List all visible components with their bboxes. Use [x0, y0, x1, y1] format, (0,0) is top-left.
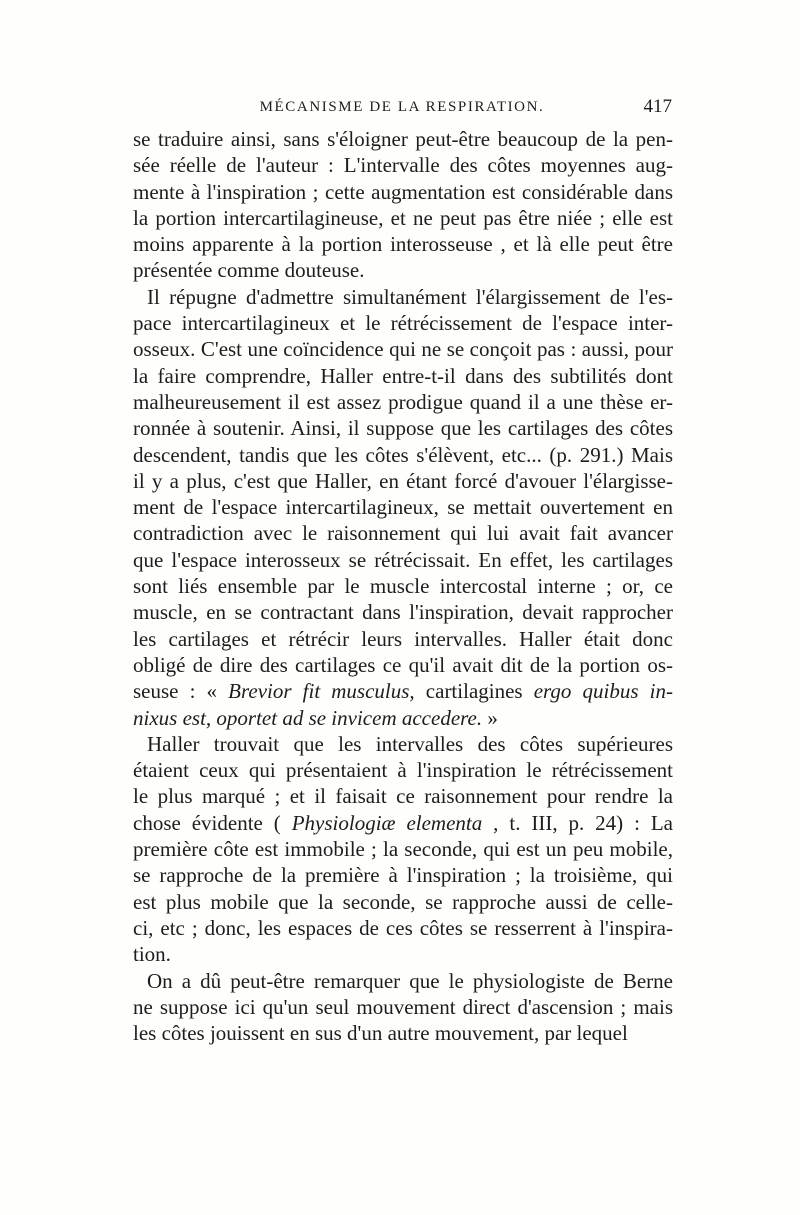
text-line: [133, 915, 673, 941]
text-run: se traduire ainsi, sans s'éloigner peut-être beaucoup de la pen-: [133, 127, 673, 151]
italic-text-run: ergo quibus in-: [533, 679, 673, 704]
text-run: se rapproche de la première à l'inspiration ; la troisième, qui: [133, 863, 673, 888]
text-line: [133, 757, 673, 783]
text-line: [133, 179, 673, 205]
text-run: obligé de dire des cartilages ce qu'il avait dit de la portion os-: [133, 652, 673, 677]
text-run: que l'espace interosseux se rétrécissait. En effet, les cartilages: [133, 547, 673, 572]
text-run: descendent, tandis que les côtes s'élèvent, etc... (p. 291.) Mais: [133, 442, 673, 467]
page-number: 417: [643, 96, 672, 117]
text-run: »: [482, 705, 498, 730]
text-line: [133, 152, 673, 178]
text-line: [133, 968, 673, 994]
text-run: présentée comme douteuse.: [133, 258, 365, 283]
running-title: MÉCANISME DE LA RESPIRATION.: [259, 99, 545, 115]
text-line: [133, 783, 673, 809]
text-line: [133, 468, 673, 494]
text-line: [133, 284, 673, 310]
text-line: [133, 941, 673, 967]
text-line: [133, 810, 673, 836]
text-run: le plus marqué ; et il faisait ce raisonnement pour rendre la: [133, 784, 673, 809]
text-line: [133, 573, 673, 599]
text-run: mente à l'inspiration ; cette augmentation est considérable dans: [133, 179, 673, 204]
text-run: la portion intercartilagineuse, et ne peut pas être niée ; elle est: [133, 205, 673, 230]
text-run: sée réelle de l'auteur : L'intervalle des côtes moyennes aug-: [133, 153, 673, 178]
text-run: étaient ceux qui présentaient à l'inspiration le rétrécissement: [133, 758, 673, 783]
body-text: [133, 126, 673, 1046]
text-run: sont liés ensemble par le muscle intercostal interne ; or, ce: [133, 574, 673, 599]
running-head: [132, 96, 672, 122]
text-run: moins apparente à la portion interosseuse , et là elle peut être: [133, 232, 673, 257]
text-run: seuse : «: [133, 679, 229, 704]
text-line: [133, 652, 673, 678]
text-run: Il répugne d'admettre simultanément l'élargissement de l'es-: [147, 284, 673, 309]
text-line: [133, 257, 673, 283]
text-line: [133, 547, 673, 573]
text-line: [133, 705, 673, 731]
text-run: chose évidente (: [133, 810, 292, 835]
text-line: [133, 889, 673, 915]
text-line: [133, 415, 673, 441]
text-run: il y a plus, c'est que Haller, en étant forcé d'avouer l'élargisse-: [133, 468, 673, 493]
text-run: première côte est immobile ; la seconde, qui est un peu mobile,: [133, 837, 673, 862]
italic-text-run: Physiologiæ elementa: [291, 810, 483, 835]
text-run: les côtes jouissent en sus d'un autre mouvement, par lequel: [133, 1021, 628, 1046]
text-line: [133, 310, 673, 336]
text-line: [133, 836, 673, 862]
text-run: tion.: [133, 942, 171, 967]
text-run: pace intercartilagineux et le rétrécissement de l'espace inter-: [133, 311, 673, 336]
text-run: Haller trouvait que les intervalles des côtes supérieures: [147, 731, 673, 756]
text-line: [133, 126, 673, 152]
text-run: cartilagines: [414, 679, 534, 704]
text-run: ronnée à soutenir. Ainsi, il suppose que les cartilages des côtes: [133, 416, 673, 441]
text-line: [133, 599, 673, 625]
text-line: [133, 442, 673, 468]
text-line: [133, 363, 673, 389]
italic-text-run: nixus est, oportet ad se invicem accedere.: [133, 705, 483, 730]
text-run: les cartilages et rétrécir leurs intervalles. Haller était donc: [133, 626, 673, 651]
text-run: ment de l'espace intercartilagineux, se mettait ouvertement en: [133, 495, 673, 520]
text-line: [133, 731, 673, 757]
text-line: [133, 389, 673, 415]
text-run: On a dû peut-être remarquer que le physiologiste de Berne: [147, 968, 673, 993]
text-run: ne suppose ici qu'un seul mouvement direct d'ascension ; mais: [133, 994, 673, 1019]
text-line: [133, 626, 673, 652]
text-line: [133, 994, 673, 1020]
text-line: [133, 678, 673, 704]
text-run: osseux. C'est une coïncidence qui ne se conçoit pas : aussi, pour: [133, 337, 673, 362]
text-line: [133, 336, 673, 362]
text-run: la faire comprendre, Haller entre-t-il dans des subtilités dont: [133, 363, 673, 388]
italic-text-run: Brevior fit musculus,: [228, 679, 415, 704]
text-line: [133, 1020, 673, 1046]
text-line: [133, 494, 673, 520]
text-line: [133, 862, 673, 888]
text-line: [133, 205, 673, 231]
text-run: muscle, en se contractant dans l'inspiration, devait rapprocher: [133, 600, 673, 625]
text-run: est plus mobile que la seconde, se rapproche aussi de celle-: [133, 889, 673, 914]
text-run: ci, etc ; donc, les espaces de ces côtes se resserrent à l'inspira-: [133, 915, 673, 940]
text-line: [133, 520, 673, 546]
text-run: contradiction avec le raisonnement qui lui avait fait avancer: [133, 521, 673, 546]
text-line: [133, 231, 673, 257]
text-run: malheureusement il est assez prodigue quand il a une thèse er-: [133, 389, 673, 414]
text-run: , t. III, p. 24) : La: [482, 810, 673, 835]
